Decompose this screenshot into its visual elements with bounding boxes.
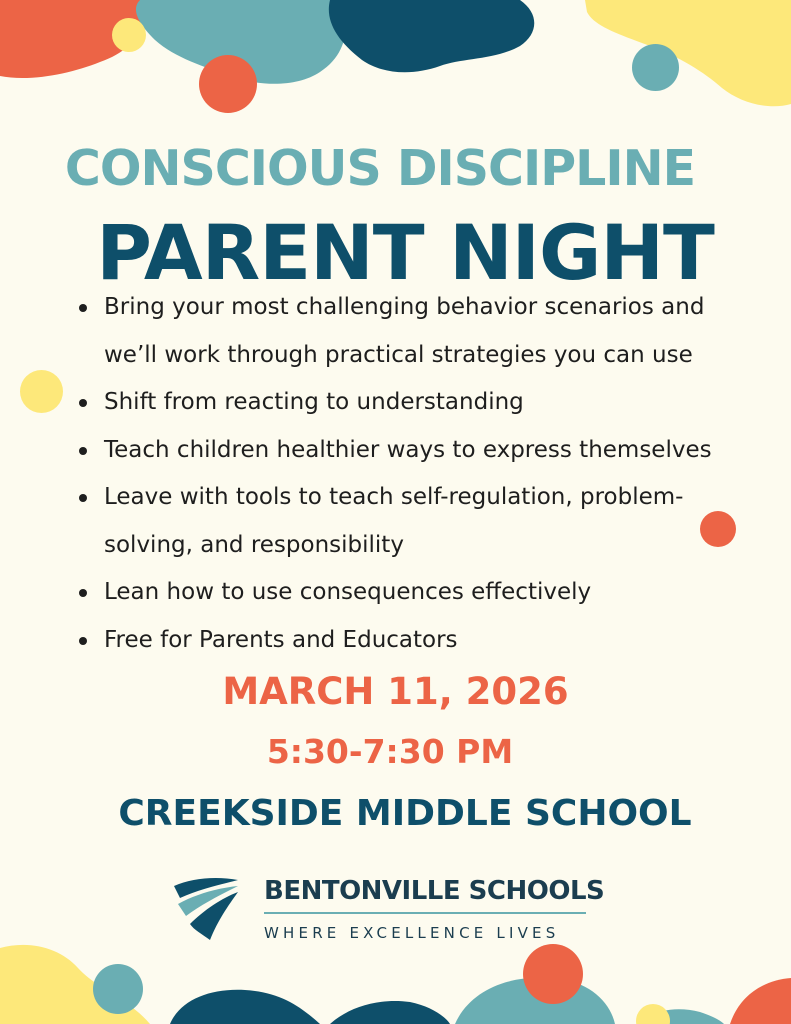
decorative-dot bbox=[112, 18, 146, 52]
list-item: Shift from reacting to understanding bbox=[78, 379, 778, 427]
list-item-continuation: we’ll work through practical strategies you can use bbox=[104, 341, 693, 368]
benefits-list bbox=[78, 284, 778, 664]
list-item: Bring your most challenging behavior scenarios and bbox=[78, 284, 778, 332]
event-title: PARENT NIGHT bbox=[96, 208, 714, 297]
event-subtitle: CONSCIOUS DISCIPLINE bbox=[64, 140, 696, 197]
list-item: Teach children healthier ways to express themselves bbox=[78, 427, 778, 475]
school-district-name: BENTONVILLE SCHOOLS bbox=[264, 876, 605, 906]
decorative-dot bbox=[632, 44, 679, 91]
swoosh-logo-icon bbox=[172, 874, 240, 944]
school-district-tagline: WHERE EXCELLENCE LIVES bbox=[264, 924, 560, 942]
list-item-continuation: solving, and responsibility bbox=[104, 531, 404, 558]
decorative-dot bbox=[20, 370, 63, 413]
list-item: Lean how to use consequences effectively bbox=[78, 569, 778, 617]
list-item: Leave with tools to teach self-regulation, problem- bbox=[78, 474, 778, 522]
decorative-dot bbox=[93, 964, 143, 1014]
decorative-dot bbox=[523, 944, 583, 1004]
decorative-dot bbox=[199, 55, 257, 113]
logo-divider bbox=[264, 912, 586, 914]
event-venue: CREEKSIDE MIDDLE SCHOOL bbox=[118, 793, 692, 834]
event-time: 5:30-7:30 PM bbox=[266, 732, 514, 771]
event-date: MARCH 11, 2026 bbox=[222, 670, 569, 713]
list-item: Free for Parents and Educators bbox=[78, 617, 778, 665]
